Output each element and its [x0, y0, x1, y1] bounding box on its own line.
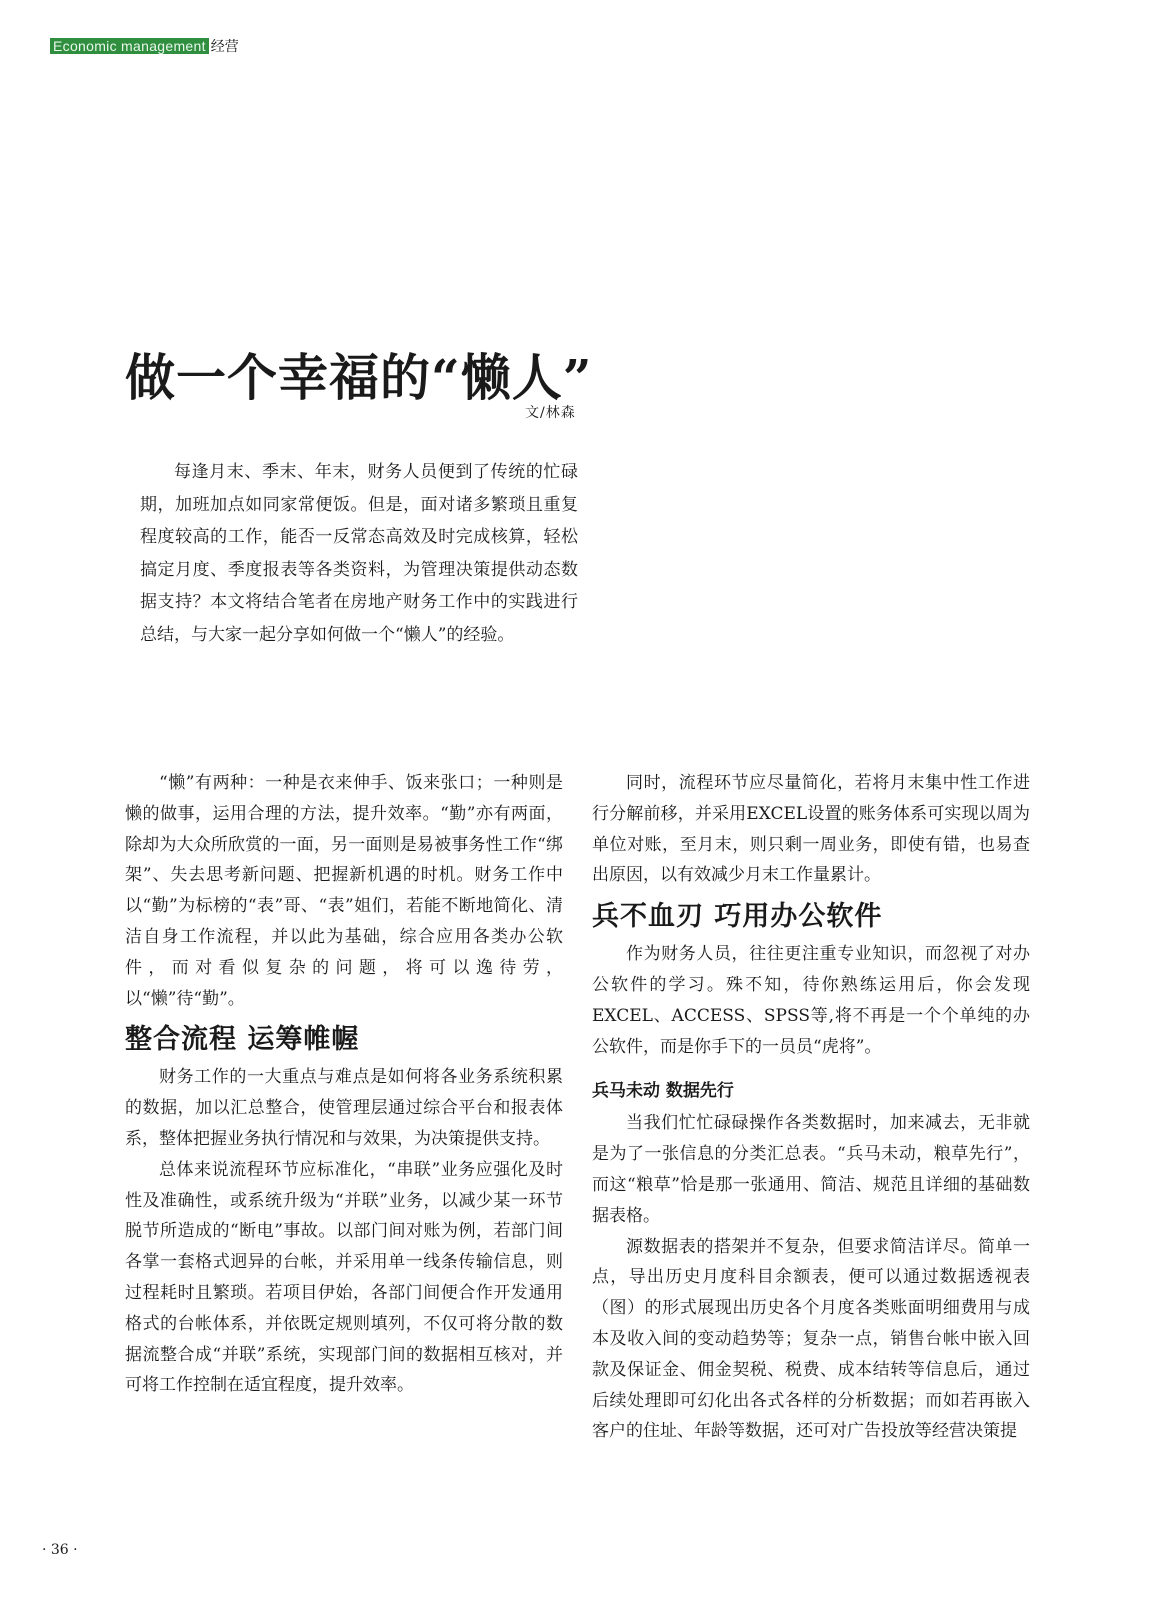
- right-column: [592, 768, 1030, 1447]
- section-heading-software: 兵不血刃 巧用办公软件: [592, 901, 883, 933]
- journal-name-english: Economic management: [50, 38, 209, 54]
- left-column: [125, 768, 563, 1401]
- article-author: 文/林森: [525, 405, 576, 421]
- intro-paragraph: “懒”有两种：一种是衣来伸手、饭来张口；一种则是懒的做事，运用合理的方法，提升效率。“勤”亦有两面，除却为大众所欣赏的一面，另一面则是易被事务性工作“绑架”、失去思考新问题、把握新机遇的时机。财务工作中以“勤”为标榜的“表”哥、“表”姐们，若能不断地简化、清洁自身工作流程，并以此为基础，综合应用各类办公软件，而对看似复杂的问题，将可以逸待劳，以“懒”待“勤”。: [125, 773, 563, 1009]
- body-paragraph: 作为财务人员，往往更注重专业知识，而忽视了对办公软件的学习。殊不知，待你熟练运用后，你会发现EXCEL、ACCESS、SPSS等,将不再是一个个单纯的办公软件，而是你手下的一员员“虎将”。: [592, 944, 1030, 1057]
- body-paragraph: 总体来说流程环节应标准化，“串联”业务应强化及时性及准确性，或系统升级为“并联”业务，以减少某一环节脱节所造成的“断电”事故。以部门间对账为例，若部门间各掌一套格式迥异的台帐，并采用单一线条传输信息，则过程耗时且繁琐。若项目伊始，各部门间便合作开发通用格式的台帐体系，并依既定规则填列，不仅可将分散的数据流整合成“并联”系统，实现部门间的数据相互核对，并可将工作控制在适宜程度，提升效率。: [125, 1159, 563, 1396]
- subsection-heading-data: 兵马未动 数据先行: [592, 1081, 734, 1102]
- section-heading-process: 整合流程 运筹帷幄: [125, 1024, 360, 1056]
- page-number: · 36 ·: [42, 1542, 78, 1558]
- article-title: 做一个幸福的“懒人”: [125, 348, 593, 407]
- body-paragraph: 财务工作的一大重点与难点是如何将各业务系统积累的数据，加以汇总整合，使管理层通过综合平台和报表体系，整体把握业务执行情况和与效果，为决策提供支持。: [125, 1067, 563, 1149]
- body-paragraph: 同时，流程环节应尽量简化，若将月末集中性工作进行分解前移，并采用EXCEL设置的账务体系可实现以周为单位对账，至月末，则只剩一周业务，即使有错，也易查出原因，以有效减少月末工作量累计。: [592, 773, 1030, 886]
- journal-header: [50, 36, 239, 56]
- body-paragraph: 当我们忙忙碌碌操作各类数据时，加来减去，无非就是为了一张信息的分类汇总表。“兵马未动，粮草先行”，而这“粮草”恰是那一张通用、简洁、规范且详细的基础数据表格。: [592, 1113, 1030, 1226]
- body-paragraph: 源数据表的搭架并不复杂，但要求简洁详尽。简单一点，导出历史月度科目余额表，便可以通过数据透视表（图）的形式展现出历史各个月度各类账面明细费用与成本及收入间的变动趋势等；复杂一点，销售台帐中嵌入回款及保证金、佣金契税、税费、成本结转等信息后，通过后续处理即可幻化出各式各样的分析数据；而如若再嵌入客户的住址、年龄等数据，还可对广告投放等经营决策提: [592, 1236, 1030, 1442]
- journal-section-label: 经营: [210, 38, 239, 54]
- article-abstract: 每逢月末、季末、年末，财务人员便到了传统的忙碌期，加班加点如同家常便饭。但是，面对诸多繁琐且重复程度较高的工作，能否一反常态高效及时完成核算，轻松搞定月度、季度报表等各类资料，为管理决策提供动态数据支持？本文将结合笔者在房地产财务工作中的实践进行总结，与大家一起分享如何做一个“懒人”的经验。: [140, 462, 578, 645]
